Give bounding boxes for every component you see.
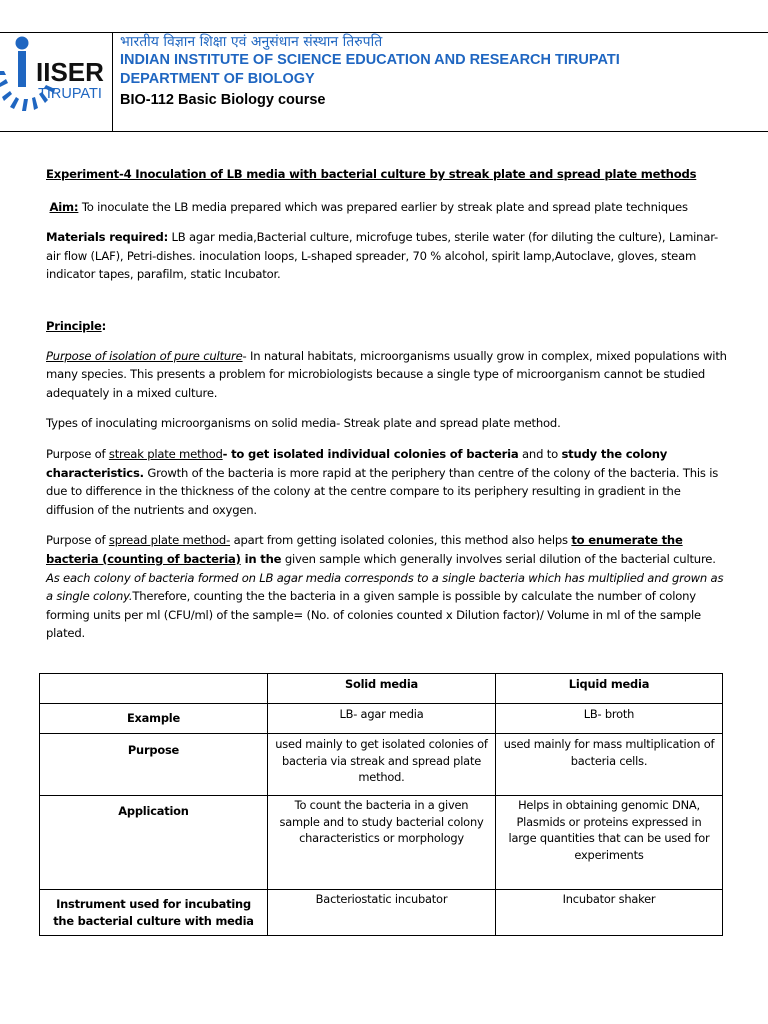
streak-plate-paragraph xyxy=(46,445,730,519)
materials-paragraph xyxy=(46,228,730,284)
principle-label: Principle xyxy=(46,318,102,333)
table-row xyxy=(40,734,723,796)
streak-plate-link: streak plate method xyxy=(108,446,223,461)
table-cell: Bacteriostatic incubator xyxy=(268,890,496,936)
table-row xyxy=(40,796,723,890)
table-cell: Helps in obtaining genomic DNA, Plasmids or proteins expressed in large quantities that can be used for experiments xyxy=(496,796,723,890)
header-text xyxy=(120,33,620,110)
logo-text: IISER xyxy=(36,57,104,87)
media-comparison-table xyxy=(39,673,723,936)
course-name: BIO-112 Basic Biology course xyxy=(120,92,326,108)
spread-rest: Therefore, counting the the bacteria in a given sample is possible by calculate the number of colony forming units per ml (CFU/ml) of the sample= (No. of colonies counted x Dilution factor)/ Volume in ml of the sample plated. xyxy=(46,589,701,641)
streak-bold-1: - to get isolated individual colonies of bacteria xyxy=(222,446,519,461)
aim-label: Aim: xyxy=(49,199,79,214)
spread-mid-2: given sample which generally involves serial dilution of the bacterial culture. xyxy=(281,551,716,566)
table-row xyxy=(40,890,723,936)
document-header xyxy=(0,32,768,132)
table-header-row xyxy=(40,674,723,704)
document-body xyxy=(46,165,730,643)
materials-text: LB agar media,Bacterial culture, microfuge tubes, sterile water (for diluting the culture), Laminar-air flow (LAF), Petri-dishes. inoculation loops, L-shaped spreader, 70 % alcohol, spirit lamp,Autoclave, gloves, steam indicator tapes, parafilm, static Incubator. xyxy=(46,230,719,282)
streak-mid: and to xyxy=(518,446,562,461)
table-cell: used mainly for mass multiplication of bacteria cells. xyxy=(496,734,723,796)
spread-bold-2: in the xyxy=(240,551,282,566)
streak-pre: Purpose of xyxy=(46,446,109,461)
hindi-institute-name: भारतीय विज्ञान शिक्षा एवं अनुसंधान संस्थान तिरुपति xyxy=(120,34,383,50)
table-cell: LB- agar media xyxy=(268,704,496,734)
spread-plate-link: spread plate method- xyxy=(108,533,231,548)
iiser-logo xyxy=(0,35,110,129)
spread-bold-underline: to enumerate the bacteria (counting of bacteria) xyxy=(46,533,683,566)
table-header-cell xyxy=(40,674,268,704)
principle-heading xyxy=(46,317,730,336)
table-cell: LB- broth xyxy=(496,704,723,734)
header-divider xyxy=(112,33,113,131)
spread-italic: As each colony of bacteria formed on LB agar media corresponds to a single bacteria which has multiplied and grown as a single colony. xyxy=(46,570,724,604)
table-row-header: Purpose xyxy=(40,734,268,796)
principle-colon: : xyxy=(101,318,107,333)
aim-text: To inoculate the LB media prepared which was prepared earlier by streak plate and spread plate techniques xyxy=(78,199,688,214)
table-row-header: Application xyxy=(40,796,268,890)
institute-name: INDIAN INSTITUTE OF SCIENCE EDUCATION AND RESEARCH TIRUPATI xyxy=(120,52,620,68)
experiment-title: Experiment-4 Inoculation of LB media with bacterial culture by streak plate and spread plate methods xyxy=(46,167,697,181)
table-cell: Incubator shaker xyxy=(496,890,723,936)
aim-paragraph xyxy=(46,198,730,217)
table-row xyxy=(40,704,723,734)
department-name: DEPARTMENT OF BIOLOGY xyxy=(120,71,315,87)
table-header-cell: Solid media xyxy=(268,674,496,704)
table-row-header: Instrument used for incubating the bacterial culture with media xyxy=(40,890,268,936)
logo-subtext: TIRUPATI xyxy=(38,86,102,102)
materials-label: Materials required: xyxy=(46,230,169,245)
streak-bold-2: study the colony characteristics. xyxy=(46,446,668,480)
streak-rest: Growth of the bacteria is more rapid at the periphery than centre of the colony of the bacteria. This is due to difference in the thickness of the colony at the centre compare to its periphery resulting in gradient in the diffusion of the nutrients and oxygen. xyxy=(46,465,719,517)
pure-culture-paragraph xyxy=(46,347,730,403)
table-cell: used mainly to get isolated colonies of bacteria via streak and spread plate method. xyxy=(268,734,496,796)
pure-culture-link: Purpose of isolation of pure culture xyxy=(46,348,243,363)
table-cell: To count the bacteria in a given sample and to study bacterial colony characteristics or morphology xyxy=(268,796,496,890)
spread-plate-paragraph xyxy=(46,531,730,643)
table-header-cell: Liquid media xyxy=(496,674,723,704)
inoculation-types-paragraph: Types of inoculating microorganisms on solid media- Streak plate and spread plate method. xyxy=(46,416,561,431)
iiser-logo-icon xyxy=(0,35,110,129)
table-row-header: Example xyxy=(40,704,268,734)
spread-mid: apart from getting isolated colonies, this method also helps xyxy=(230,533,572,548)
spread-pre: Purpose of xyxy=(46,533,109,548)
pure-culture-text: - In natural habitats, microorganisms usually grow in complex, mixed populations with many species. This presents a problem for microbiologists because a single type of microorganism cannot be studied adequately in a mixed culture. xyxy=(46,348,727,400)
